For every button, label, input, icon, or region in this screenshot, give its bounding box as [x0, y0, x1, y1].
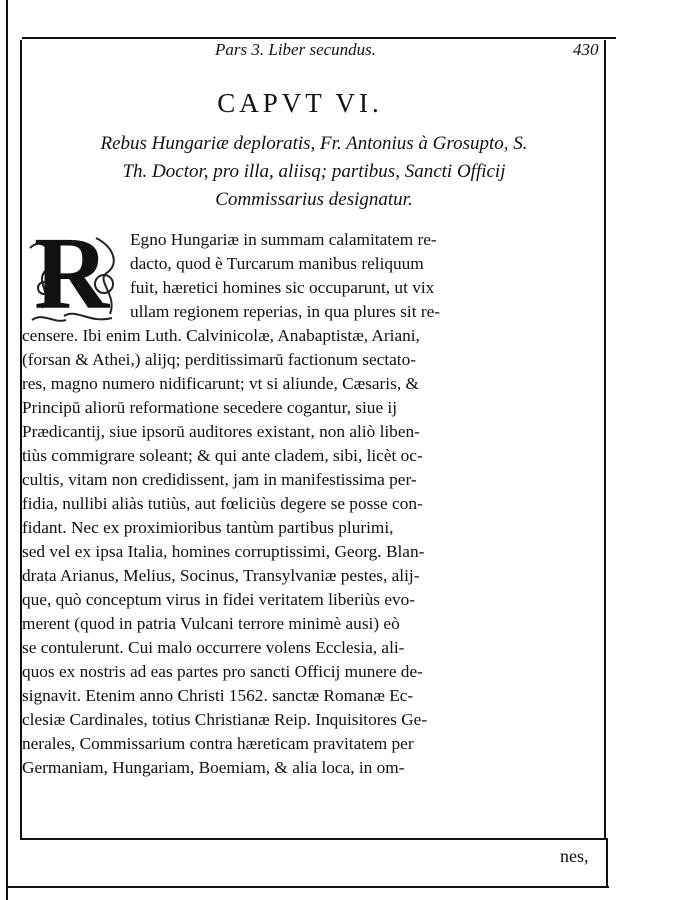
text-line: quos ex nostris ad eas partes pro sancti Officij munere de- [22, 662, 423, 681]
text-line: dacto, quod è Turcarum manibus reliquum [130, 254, 424, 273]
page-bottom-rule [6, 886, 609, 888]
text-line: que, quò conceptum virus in fidei veritatem liberiùs evo- [22, 590, 416, 609]
chapter-title: CAPVT VI. [217, 88, 383, 118]
text-line: merent (quod in patria Vulcani terrore minimè ausi) eò [22, 614, 400, 633]
text-line: sed vel ex ipsa Italia, homines corruptissimi, Georg. Blan- [22, 542, 425, 561]
text-line: se contulerunt. Cui malo occurrere volens Ecclesia, ali- [22, 638, 405, 657]
text-line: censere. Ibi enim Luth. Calvinicolæ, Anabaptistæ, Ariani, [22, 326, 420, 345]
catchword: nes, [560, 846, 589, 866]
catchword-box-rule [606, 838, 608, 888]
subtitle-line: Rebus Hungariæ deploratis, Fr. Antonius à Grosupto, S. [100, 133, 528, 154]
text-line: ullam regionem reperias, in qua plures sit re- [130, 302, 440, 321]
subtitle-line: Th. Doctor, pro illa, aliisq; partibus, Sancti Officij [122, 161, 506, 182]
text-line: drata Arianus, Melius, Socinus, Transylvaniæ pestes, alij- [22, 566, 420, 585]
chapter-subtitle [22, 130, 606, 214]
text-line: (forsan & Athei,) alijq; perditissimarū factionum sectato- [22, 350, 417, 369]
initial-letter: R [34, 216, 110, 331]
text-line: Prædicantij, siue ipsorū auditores existant, non aliò liben- [22, 422, 420, 441]
running-head: Pars 3. Liber secundus. [215, 40, 377, 59]
header-rule [22, 37, 616, 39]
text-line: signavit. Etenim anno Christi 1562. sanctæ Romanæ Ec- [22, 686, 414, 705]
body-text [22, 228, 597, 780]
text-line: nerales, Commissarium contra hæreticam pravitatem per [22, 734, 414, 753]
text-line: fidia, nullibi aliàs tutiùs, aut fœliciùs degere se posse con- [22, 494, 423, 513]
text-line: tiùs commigrare soleant; & qui ante cladem, sibi, licèt oc- [22, 446, 423, 465]
text-line: fidant. Nec ex proximioribus tantùm partibus plurimi, [22, 518, 394, 537]
text-line: clesiæ Cardinales, totius Christianæ Reip. Inquisitores Ge- [22, 710, 428, 729]
subtitle-line: Commissarius designatur. [215, 189, 413, 210]
page-number: 430 [573, 40, 599, 59]
text-line: res, magno numero nidificarunt; vt si aliunde, Cæsaris, & [22, 374, 419, 393]
page-edge-left [6, 0, 8, 900]
text-line: fuit, hæretici homines sic occuparunt, ut vix [130, 278, 435, 297]
text-line: Egno Hungariæ in summam calamitatem re- [130, 230, 437, 249]
text-line: cultis, vitam non credidissent, jam in manifestissima per- [22, 470, 417, 489]
text-line: Principū aliorū reformatione secedere cogantur, siue ij [22, 398, 398, 417]
frame-bottom-rule [22, 838, 606, 840]
text-line: Germaniam, Hungariam, Boemiam, & alia loca, in om- [22, 758, 405, 777]
